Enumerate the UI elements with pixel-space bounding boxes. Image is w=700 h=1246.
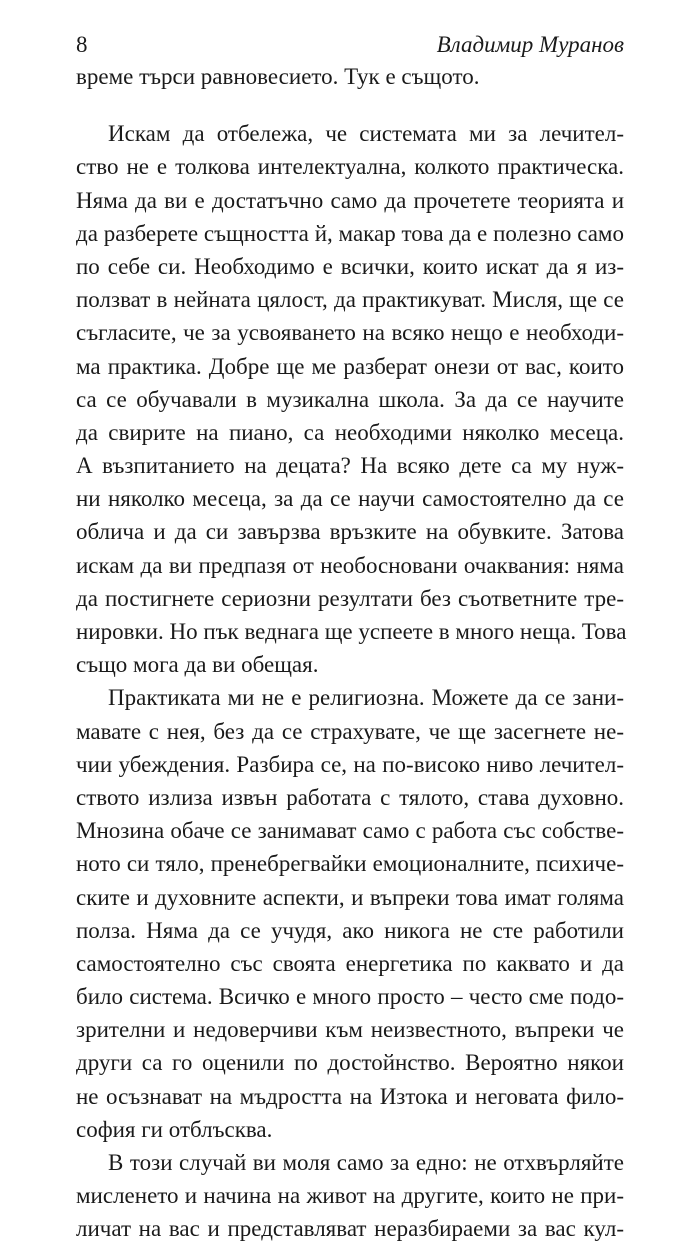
text-line: полза. Няма да се учудя, ако никога не сте работили bbox=[76, 917, 624, 943]
text-line: да свирите на пиано, са необходими няколко месеца. bbox=[76, 419, 624, 445]
text-line: да постигнете сериозни резултати без съответните тре- bbox=[76, 585, 624, 611]
paragraph-spacer bbox=[76, 93, 624, 117]
page-number: 8 bbox=[76, 32, 88, 57]
text-line: по себе си. Необходимо е всички, които искат да я из- bbox=[76, 253, 624, 279]
text-line: Мнозина обаче се занимават само с работа със собстве- bbox=[76, 818, 624, 844]
text-line: ма практика. Добре ще ме разберат онези от вас, които bbox=[76, 353, 624, 379]
book-page bbox=[76, 30, 627, 1246]
text-line: било система. Всичко е много просто – често сме подо- bbox=[76, 984, 624, 1010]
text-line: други са го оценили по достойнство. Вероятно някои bbox=[76, 1050, 624, 1076]
text-line: са се обучавали в музикална школа. За да се научите bbox=[76, 386, 624, 412]
paragraph bbox=[76, 681, 624, 1146]
text-line: искам да ви предпазя от необосновани очаквания: няма bbox=[76, 552, 624, 578]
text-line: мавате с нея, без да се страхувате, че ще засегнете не- bbox=[76, 718, 624, 744]
text-line: нировки. Но пък веднага ще успеете в много неща. Това bbox=[76, 619, 627, 644]
text-line: не осъзнават на мъдростта на Изтока и неговата фило- bbox=[76, 1083, 624, 1109]
text-line: А възпитанието на децата? На всяко дете са му нуж- bbox=[76, 453, 624, 479]
body-text bbox=[76, 60, 627, 1246]
text-line: личат на вас и представляват неразбираеми за вас кул- bbox=[76, 1216, 624, 1242]
text-line: ното си тяло, пренебрегвайки емоционалните, психиче- bbox=[76, 851, 624, 877]
text-line: мисленето и начина на живот на другите, които не при- bbox=[76, 1183, 624, 1209]
running-head-author: Владимир Муранов bbox=[436, 32, 624, 57]
paragraph bbox=[76, 1146, 624, 1246]
text-line: Практиката ми не е религиозна. Можете да се зани- bbox=[108, 685, 624, 711]
text-line: чии убеждения. Разбира се, на по-високо ниво лечител- bbox=[76, 751, 624, 777]
text-line: софия ги отблъсква. bbox=[76, 1116, 273, 1142]
paragraph bbox=[76, 60, 624, 93]
running-header bbox=[76, 30, 624, 60]
text-line: зрителни и недоверчиви към неизвестното, въпреки че bbox=[76, 1017, 624, 1043]
text-line: облича и да си завързва връзките на обувките. Затова bbox=[76, 519, 624, 545]
text-line: да разберете същността й, макар това да е полезно само bbox=[76, 220, 624, 246]
text-line: ството излиза извън работата с тялото, става духовно. bbox=[76, 784, 624, 810]
paragraph bbox=[76, 117, 627, 681]
text-line: Няма да ви е достатъчно само да прочетете теорията и bbox=[76, 187, 624, 213]
text-line: също мога да ви обещая. bbox=[76, 652, 319, 678]
text-line: ползват в нейната цялост, да практикуват. Мисля, ще се bbox=[76, 287, 624, 313]
text-line: В този случай ви моля само за едно: не отхвърляйте bbox=[108, 1150, 624, 1175]
text-line: Искам да отбележа, че системата ми за лечител- bbox=[108, 121, 624, 147]
text-line: ни няколко месеца, за да се научи самостоятелно да се bbox=[76, 486, 624, 512]
text-line: самостоятелно със своята енергетика по каквато и да bbox=[76, 950, 624, 976]
text-line: ство не е толкова интелектуална, колкото практическа. bbox=[76, 154, 624, 180]
text-line: ските и духовните аспекти, и въпреки това имат голяма bbox=[76, 884, 624, 910]
text-line: съгласите, че за усвояването на всяко нещо е необходи- bbox=[76, 320, 624, 346]
text-line: време търси равновесието. Тук е същото. bbox=[76, 64, 480, 89]
